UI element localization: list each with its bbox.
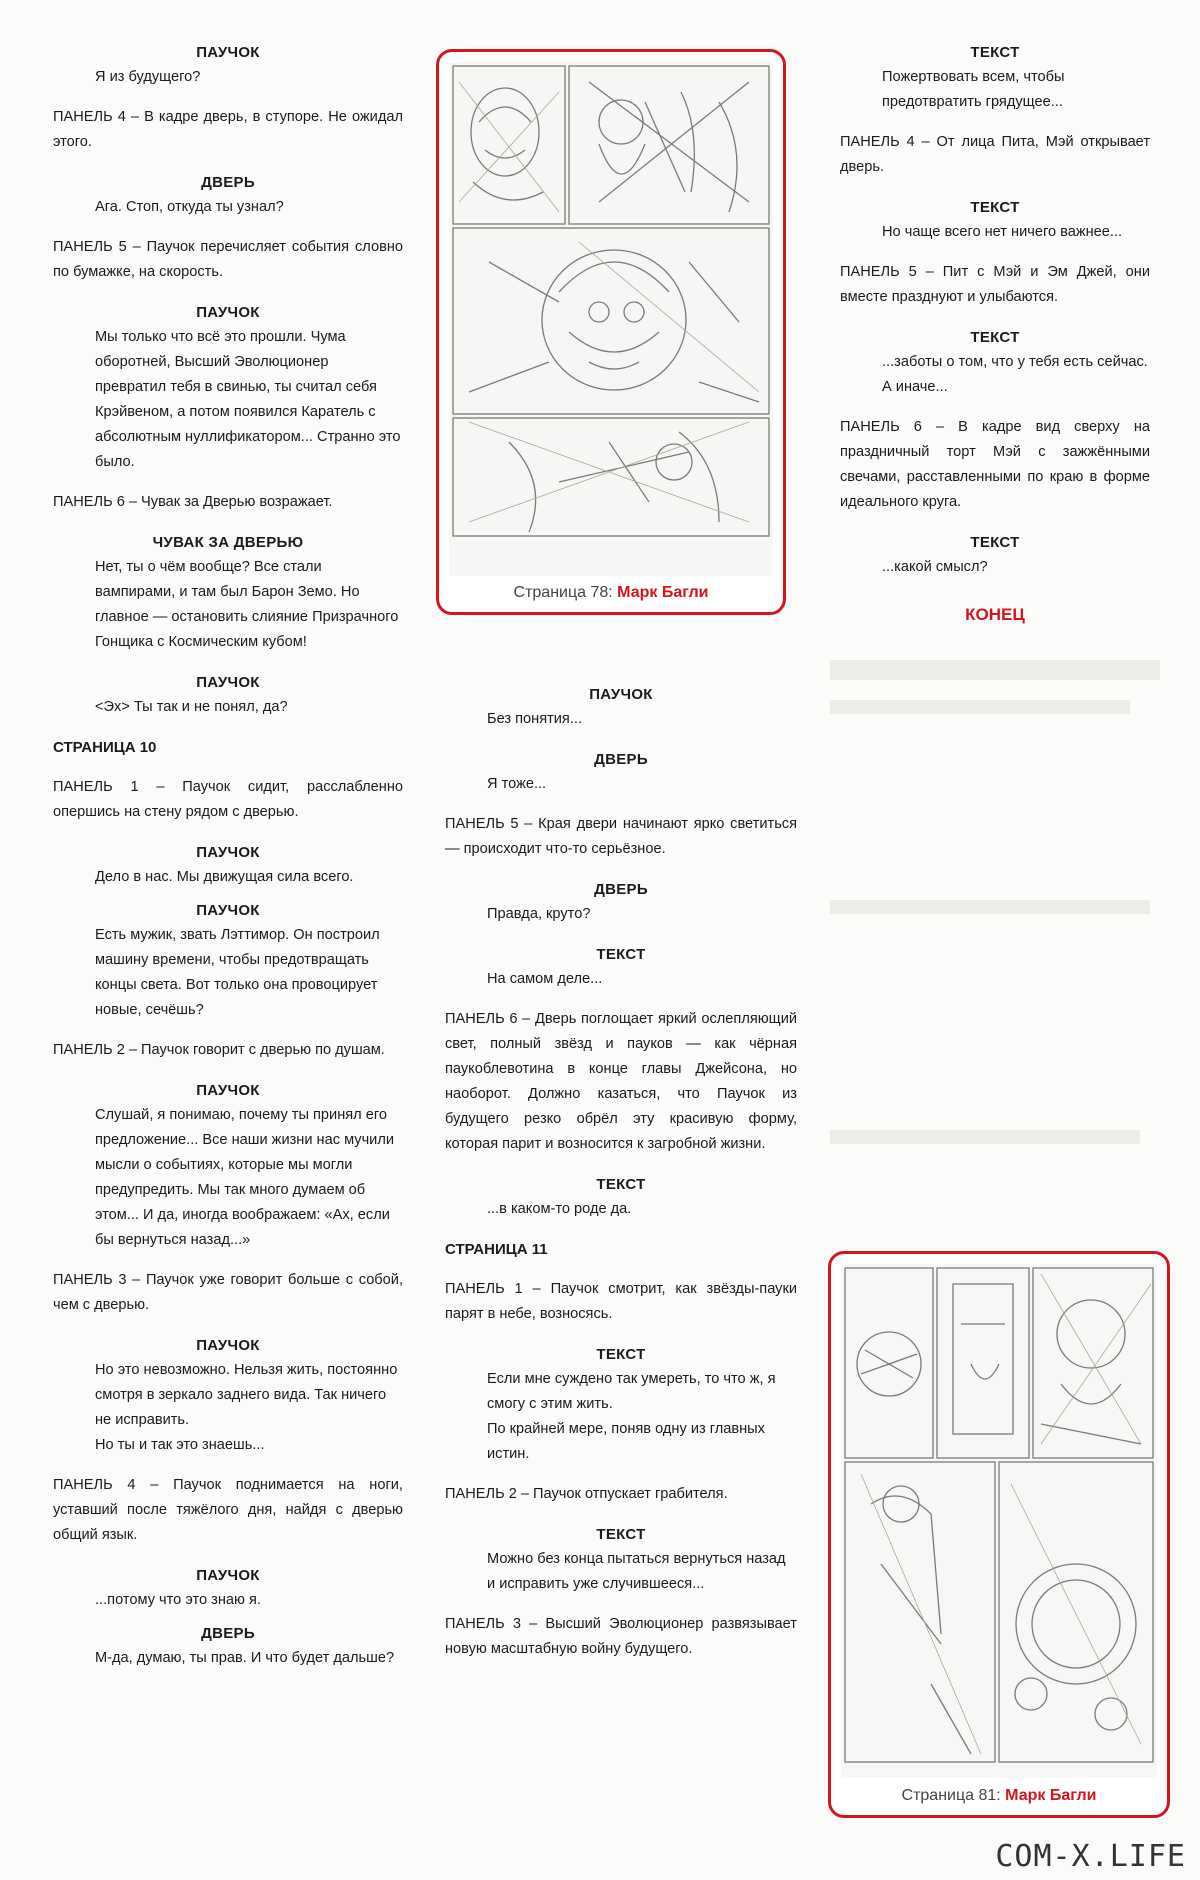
spacer <box>840 310 1150 325</box>
panel-description: ПАНЕЛЬ 4 – Паучок поднимается на ноги, уставший после тяжёлого дня, найдя с дверью общий язык. <box>53 1477 403 1543</box>
panel-description: ПАНЕЛЬ 6 – В кадре вид сверху на праздничный торт Мэй с зажжёнными свечами, расставленными по краю в форме идеального круга. <box>840 419 1150 510</box>
spacer <box>840 180 1150 195</box>
panel-description: ПАНЕЛЬ 5 – Паучок перечисляет события словно по бумажке, на скорость. <box>53 239 403 280</box>
spacer <box>445 1262 797 1277</box>
dialogue-line: ...какой смысл? <box>882 559 988 575</box>
character-name: ПАУЧОК <box>196 902 260 919</box>
character-name: ДВЕРЬ <box>201 174 255 191</box>
dialogue-line: Ага. Стоп, откуда ты узнал? <box>95 199 284 215</box>
spacer <box>445 927 797 942</box>
character-name: ТЕКСТ <box>596 946 646 963</box>
dialogue-line: А иначе... <box>882 379 948 395</box>
dialogue-line: ...в каком-то роде да. <box>487 1201 632 1217</box>
character-name: ПАУЧОК <box>589 686 653 703</box>
panel-description: ПАНЕЛЬ 1 – Паучок смотрит, как звёзды-пауки парят в небе, возносясь. <box>445 1281 797 1322</box>
bleed-through-4 <box>830 1130 1140 1144</box>
spacer <box>53 1023 403 1038</box>
character-name: ТЕКСТ <box>596 1526 646 1543</box>
artist-name: Марк Багли <box>1005 1787 1097 1804</box>
panel-description: ПАНЕЛЬ 2 – Паучок говорит с дверью по душам. <box>53 1042 385 1058</box>
dialogue-line: Я из будущего? <box>95 69 201 85</box>
bleed-through-3 <box>830 900 1150 914</box>
character-name: ПАУЧОК <box>196 844 260 861</box>
dialogue-line: ...потому что это знаю я. <box>95 1592 261 1608</box>
spacer <box>445 862 797 877</box>
dialogue-line: На самом деле... <box>487 971 603 987</box>
caption-prefix: Страница 81: <box>901 1787 1006 1804</box>
character-name: ДВЕРЬ <box>594 751 648 768</box>
dialogue-line: Можно без конца пытаться вернуться назад и исправить уже случившееся... <box>487 1551 786 1592</box>
dialogue-line: Мы только что всё это прошли. Чума оборотней, Высший Эволюционер превратил тебя в свинью, ты считал себя Крэйвеном, а потом появился Каратель с абсолютным нуллификатором... Странно это было. <box>95 329 401 470</box>
character-name: ТЕКСТ <box>970 199 1020 216</box>
character-name: ПАУЧОК <box>196 1567 260 1584</box>
panel-description: ПАНЕЛЬ 6 – Дверь поглощает яркий ослепляющий свет, полный звёзд и пауков — как чёрная паукоблевотина в конце главы Джейсона, но наоборот. Должно казаться, что Паучок из будущего резко обрёл эту красивую форму, которая парит и возносится к загробной жизни. <box>445 1011 797 1152</box>
spacer <box>53 720 403 735</box>
character-name: ПАУЧОК <box>196 304 260 321</box>
art-caption <box>439 584 783 602</box>
character-name: ТЕКСТ <box>970 329 1020 346</box>
spacer <box>53 1253 403 1268</box>
character-name: ПАУЧОК <box>196 1082 260 1099</box>
art-caption <box>831 1787 1167 1805</box>
panel-description: ПАНЕЛЬ 5 – Края двери начинают ярко светиться — происходит что-то серьёзное. <box>445 816 797 857</box>
spacer <box>840 245 1150 260</box>
spacer <box>445 797 797 812</box>
spacer <box>840 515 1150 530</box>
spacer <box>53 890 403 898</box>
dialogue-line: По крайней мере, поняв одну из главных истин. <box>487 1421 765 1462</box>
spacer <box>53 825 403 840</box>
dialogue-line: Правда, круто? <box>487 906 591 922</box>
character-name: ПАУЧОК <box>196 1337 260 1354</box>
dialogue-line: Но это невозможно. Нельзя жить, постоянно смотря в зеркало заднего вида. Так ничего не исправить. <box>95 1362 398 1428</box>
site-watermark: COM-X.LIFE <box>995 1839 1186 1874</box>
page-heading: СТРАНИЦА 10 <box>53 739 157 756</box>
panel-description: ПАНЕЛЬ 6 – Чувак за Дверью возражает. <box>53 494 333 510</box>
spacer <box>53 285 403 300</box>
panel-description: ПАНЕЛЬ 3 – Высший Эволюционер развязывает новую масштабную войну будущего. <box>445 1616 797 1657</box>
panel-description: ПАНЕЛЬ 3 – Паучок уже говорит больше с собой, чем с дверью. <box>53 1272 403 1313</box>
character-name: ТЕКСТ <box>596 1346 646 1363</box>
spacer <box>53 90 403 105</box>
pencil-sketch-image <box>449 62 773 576</box>
spacer <box>445 1467 797 1482</box>
dialogue-line: Я тоже... <box>487 776 547 792</box>
character-name: ДВЕРЬ <box>201 1625 255 1642</box>
spacer <box>445 732 797 747</box>
panel-description: ПАНЕЛЬ 1 – Паучок сидит, расслабленно опершись на стену рядом с дверью. <box>53 779 403 820</box>
character-name: ПАУЧОК <box>196 674 260 691</box>
dialogue-line: Нет, ты о чём вообще? Все стали вампирами, и там был Барон Земо. Но главное — остановить слияние Призрачного Гонщика с Космическим кубом! <box>95 559 399 650</box>
spacer <box>445 1222 797 1237</box>
dialogue-line: Дело в нас. Мы движущая сила всего. <box>95 869 354 885</box>
dialogue-line: Без понятия... <box>487 711 583 727</box>
dialogue-line: Есть мужик, звать Лэттимор. Он построил машину времени, чтобы предотвращать концы света. Вот только она провоцирует новые, сечёшь? <box>95 927 380 1018</box>
spacer <box>53 760 403 775</box>
dialogue-line: Если мне суждено так умереть, то что ж, я смогу с этим жить. <box>487 1371 776 1412</box>
pencil-sketch-image <box>841 1264 1157 1778</box>
script-column-middle <box>445 682 797 1662</box>
spacer <box>53 155 403 170</box>
character-name: ТЕКСТ <box>970 534 1020 551</box>
spacer <box>53 1548 403 1563</box>
character-name: ЧУВАК ЗА ДВЕРЬЮ <box>152 534 304 551</box>
spacer <box>840 580 1150 602</box>
spacer <box>53 1458 403 1473</box>
dialogue-line: Но ты и так это знаешь... <box>95 1437 265 1453</box>
spacer <box>445 1327 797 1342</box>
character-name: ПАУЧОК <box>196 44 260 61</box>
caption-prefix: Страница 78: <box>513 584 618 601</box>
dialogue-line: ...заботы о том, что у тебя есть сейчас. <box>882 354 1148 370</box>
artist-name: Марк Багли <box>617 584 709 601</box>
dialogue-line: Слушай, я понимаю, почему ты принял его предложение... Все наши жизни нас мучили мысли о событиях, которые мы могли предупредить. Мы так много думаем об этом... И да, иногда воображаем: «Ах, если бы вернуться назад...» <box>95 1107 394 1248</box>
spacer <box>840 400 1150 415</box>
spacer <box>445 1157 797 1172</box>
page-heading: СТРАНИЦА 11 <box>445 1241 548 1258</box>
panel-description: ПАНЕЛЬ 2 – Паучок отпускает грабителя. <box>445 1486 728 1502</box>
spacer <box>445 1597 797 1612</box>
character-name: ТЕКСТ <box>970 44 1020 61</box>
panel-description: ПАНЕЛЬ 4 – В кадре дверь, в ступоре. Не ожидал этого. <box>53 109 403 150</box>
bleed-through-2 <box>830 700 1130 714</box>
spacer <box>53 655 403 670</box>
spacer <box>53 1063 403 1078</box>
spacer <box>445 992 797 1007</box>
spacer <box>840 115 1150 130</box>
character-name: ДВЕРЬ <box>594 881 648 898</box>
script-column-right <box>840 40 1150 627</box>
dialogue-line: Пожертвовать всем, чтобы предотвратить грядущее... <box>882 69 1065 110</box>
spacer <box>53 515 403 530</box>
bleed-through-1 <box>830 660 1160 680</box>
script-column-left <box>53 40 403 1671</box>
dialogue-line: <Эх> Ты так и не понял, да? <box>95 699 288 715</box>
dialogue-line: М-да, думаю, ты прав. И что будет дальше? <box>95 1650 395 1666</box>
pencil-art-page-81 <box>828 1251 1170 1818</box>
spacer <box>445 1507 797 1522</box>
spacer <box>53 1613 403 1621</box>
pencil-art-page-78 <box>436 49 786 615</box>
character-name: ТЕКСТ <box>596 1176 646 1193</box>
spacer <box>53 220 403 235</box>
dialogue-line: Но чаще всего нет ничего важнее... <box>882 224 1123 240</box>
panel-description: ПАНЕЛЬ 5 – Пит с Мэй и Эм Джей, они вместе празднуют и улыбаются. <box>840 264 1150 305</box>
spacer <box>53 1318 403 1333</box>
panel-description: ПАНЕЛЬ 4 – От лица Пита, Мэй открывает дверь. <box>840 134 1150 175</box>
end-marker: КОНЕЦ <box>965 605 1025 624</box>
spacer <box>53 475 403 490</box>
